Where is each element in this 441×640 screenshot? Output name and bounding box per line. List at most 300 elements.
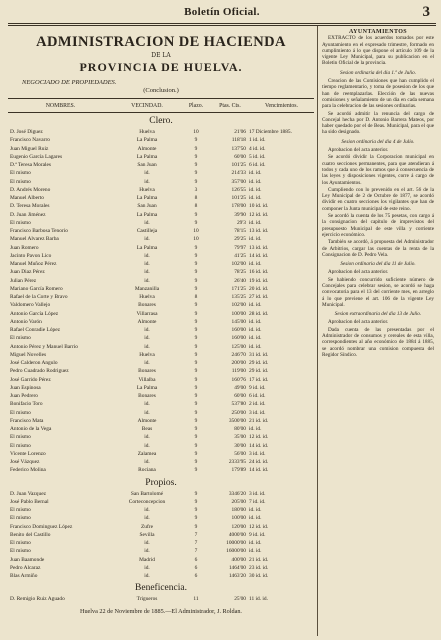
column-header-names: NOMBRES. — [45, 102, 76, 109]
section-heading: Propios. — [145, 477, 177, 488]
cell-residence: Huelva — [139, 294, 155, 300]
cell-residence: Zufre — [141, 523, 153, 530]
cell-due-date: 17 id. id. — [249, 376, 269, 383]
table-row — [8, 268, 314, 276]
page-number: 3 — [422, 4, 430, 20]
cell-due-date: 1 id. id. — [249, 137, 266, 144]
table-sections — [8, 116, 314, 604]
cell-due-date: 19 id. id. — [249, 277, 269, 284]
cell-name: Jacinto Pavon Lico — [10, 252, 52, 259]
cell-residence: Bonares — [138, 302, 156, 309]
cell-residence: Manzanilla — [134, 285, 160, 292]
table-row — [8, 351, 314, 359]
cell-due-date: id. id. — [249, 327, 262, 333]
section-heading: Clero. — [149, 116, 173, 126]
cell-amount: 171'25 — [231, 285, 246, 292]
cell-due-date: 6 id. id. — [249, 162, 266, 168]
column-header-amount: Ptas. Cts. — [219, 102, 241, 109]
table-row — [8, 178, 314, 186]
table-row — [8, 334, 314, 342]
cell-name: Juan Romero — [10, 244, 39, 251]
cell-term: 10 — [193, 228, 199, 234]
cell-due-date: 7 id. id. — [249, 498, 266, 505]
cell-amount: 60'00 — [234, 153, 246, 160]
table-row — [8, 194, 314, 202]
cell-residence: id. — [144, 277, 150, 284]
cell-term: 10 — [193, 129, 199, 135]
cell-term: 9 — [194, 498, 198, 505]
table-row — [8, 235, 314, 243]
cell-term: 9 — [194, 219, 198, 226]
session-paragraph: Creacion de las Comisiones que han cumplido el tiempo reglamentario, y toma de posesion de los que han de reemplazarlas. Elección de las nuevas comisiones y señalamiento de un dia en cada semana para la celebracion de las sesiones ordinarias. — [322, 78, 434, 110]
cell-amount: 25'00 — [234, 596, 246, 603]
cell-residence: id. — [144, 327, 150, 333]
cell-residence: id. — [144, 269, 150, 276]
cell-residence: id. — [144, 573, 150, 579]
cell-amount: 400'00 — [231, 556, 246, 563]
cell-due-date: 17 Diciembre 1885. — [249, 129, 292, 135]
cell-term: 9 — [194, 450, 198, 457]
table-row — [8, 326, 314, 334]
cell-term: 10 — [193, 236, 199, 243]
cell-amount: 60'00 — [234, 393, 246, 399]
cell-amount: 49'00 — [234, 384, 246, 391]
cell-term: 9 — [194, 170, 198, 177]
cell-residence: id. — [144, 335, 150, 342]
cell-name: El mismo — [10, 442, 31, 449]
cell-due-date: id. id. — [249, 343, 262, 350]
table-row — [8, 417, 314, 425]
session-paragraph: También se acordó, á propuesta del Administrador de Arbitrios, cargar las cuentas de la renta de la Consignacion de D. Pedro Vela. — [322, 239, 434, 258]
cell-term: 9 — [194, 434, 198, 441]
cell-term: 9 — [194, 426, 198, 432]
cell-amount: 120'00 — [231, 523, 246, 530]
cell-name: D.ª Teresa Morales — [10, 162, 51, 168]
cell-residence: Almonte — [137, 318, 157, 325]
table-row — [8, 136, 314, 144]
cell-residence: Huelva — [139, 186, 155, 193]
cell-name: Miguel Novelles — [10, 351, 47, 358]
cell-amount: 101'25 — [231, 162, 246, 168]
cell-amount: 3500'00 — [228, 417, 246, 424]
session-title: Sesion ordinaria del dia 1.º de Julio. — [339, 69, 417, 76]
cell-name: Antonio de la Vega — [10, 426, 52, 432]
table-row — [8, 450, 314, 458]
table-row — [8, 161, 314, 169]
cell-amount: 145'00 — [231, 318, 246, 325]
cell-residence: id. — [144, 360, 150, 366]
cell-amount: 537'80 — [231, 401, 246, 408]
cell-due-date: 12 id. id. — [249, 523, 269, 530]
cell-name: Blas Armiño — [10, 573, 38, 579]
cell-name: Juan Diaz Pérez — [10, 269, 45, 276]
continuation-note: (Conclusion.) — [143, 87, 179, 94]
table-row — [8, 539, 314, 547]
cell-name: José Garrido Pérez — [10, 376, 51, 383]
cell-amount: 135'25 — [231, 294, 246, 300]
cell-name: Benito del Castillo — [10, 531, 51, 538]
cell-term: 9 — [194, 343, 198, 350]
table-row — [8, 514, 314, 522]
cell-due-date: id. id. — [249, 186, 262, 193]
cell-term: 9 — [194, 515, 198, 522]
cell-amount: 3346'20 — [228, 490, 246, 497]
cell-term: 9 — [194, 252, 198, 259]
cell-term: 9 — [194, 244, 198, 251]
cell-amount: 79'97 — [234, 244, 246, 251]
cell-name: El mismo — [10, 540, 31, 546]
table-row — [8, 384, 314, 392]
column-header-residence: VECINDAD. — [131, 102, 163, 109]
cell-term: 9 — [194, 137, 198, 144]
table-row — [8, 301, 314, 309]
cell-name: Vicente Lorenzo — [10, 450, 46, 457]
article-subtitle: NEGOCIADO DE PROPIEDADES. — [22, 79, 117, 86]
table-row — [8, 227, 314, 235]
article-province: PROVINCIA DE HUELVA. — [79, 60, 243, 74]
cell-residence: La Palma — [136, 244, 158, 251]
cell-due-date: id. id. — [249, 318, 262, 325]
table-row — [8, 547, 314, 555]
cell-term: 9 — [194, 302, 198, 309]
cell-name: Manuel Alberto — [10, 195, 44, 201]
table-row — [8, 572, 314, 580]
cell-term: 9 — [194, 507, 198, 513]
cell-term: 9 — [194, 285, 198, 292]
cell-amount: 102'00 — [231, 261, 246, 267]
cell-due-date: 20 id. id. — [249, 285, 269, 292]
table-row — [8, 318, 314, 326]
table-row — [8, 556, 314, 564]
cell-residence: id. — [144, 434, 150, 441]
cell-residence: Beas — [141, 426, 153, 432]
cell-name: El mismo — [10, 548, 31, 555]
cell-name: Juan Miguel Ruiz — [10, 145, 49, 152]
cell-due-date: 13 id. id. — [249, 228, 269, 234]
cell-name: El mismo — [10, 515, 31, 522]
table-row — [8, 392, 314, 400]
cell-term: 8 — [194, 294, 198, 300]
table-row — [8, 153, 314, 161]
table-row — [8, 260, 314, 268]
cell-residence: Castilleja — [136, 228, 158, 234]
cell-amount: 214'33 — [231, 170, 246, 177]
cell-amount: 178'00 — [231, 203, 246, 210]
cell-residence: La Palma — [136, 153, 158, 160]
cell-due-date: id. id. — [249, 515, 262, 522]
cell-name: El mismo — [10, 170, 31, 177]
sidebar-column — [322, 26, 434, 359]
cell-residence: Zalamea — [137, 450, 157, 457]
cell-amount: 119'00 — [231, 368, 246, 375]
cell-amount: 39'90 — [234, 211, 246, 218]
table-row — [8, 219, 314, 227]
cell-term: 9 — [194, 459, 198, 465]
cell-name: El mismo — [10, 178, 31, 185]
cell-term: 9 — [194, 269, 198, 276]
cell-name: El mismo — [10, 219, 31, 226]
cell-due-date: 16 id. id. — [249, 269, 269, 276]
table-row — [8, 145, 314, 153]
cell-due-date: id. id. — [249, 335, 262, 342]
cell-name: Manuel Alvarez Barba — [10, 236, 59, 243]
cell-residence: id. — [144, 507, 150, 513]
table-row — [8, 202, 314, 210]
cell-due-date: 3 id. id. — [249, 409, 266, 416]
table-row — [8, 128, 314, 136]
cell-amount: 41'25 — [234, 252, 246, 259]
cell-term: 9 — [194, 261, 198, 267]
cell-residence: Villarrasa — [136, 310, 158, 317]
cell-name: El mismo — [10, 507, 31, 513]
cell-name: El mismo — [10, 335, 31, 342]
cell-name: Pedro Cuadrado Rodriguez — [10, 368, 69, 375]
cell-due-date: id. id. — [249, 195, 262, 201]
cell-amount: 102'00 — [231, 302, 246, 309]
cell-residence: Trigueros — [136, 596, 158, 603]
cell-residence: id. — [144, 343, 150, 350]
cell-amount: 160'00 — [231, 335, 246, 342]
table-row — [8, 359, 314, 367]
table-row — [8, 285, 314, 293]
cell-residence: id. — [144, 540, 150, 546]
cell-name: Rafael Conradie López — [10, 327, 60, 333]
cell-due-date: 24 id. id. — [249, 459, 269, 465]
table-row — [8, 293, 314, 301]
cell-name: Eugenio García Lagares — [10, 153, 63, 160]
cell-amount: 1463'20 — [228, 573, 246, 579]
table-row — [8, 244, 314, 252]
cell-amount: 125'00 — [231, 343, 246, 350]
cell-name: El mismo — [10, 434, 31, 441]
cell-amount: 29'3 — [236, 219, 246, 226]
cell-residence: id. — [144, 548, 150, 555]
column-header-term: Plazo. — [188, 102, 204, 109]
cell-name: Bonifacio Toro — [10, 401, 43, 408]
cell-name: Federico Molina — [10, 467, 46, 474]
cell-residence: La Palma — [136, 211, 158, 218]
cell-due-date: 14 id. id. — [249, 252, 269, 259]
cell-due-date: 21 id. id. — [249, 417, 269, 424]
cell-due-date: 10 id. id. — [249, 203, 269, 210]
cell-residence: id. — [144, 219, 150, 226]
cell-name: Antonio Varón — [10, 318, 42, 325]
cell-amount: 78'25 — [234, 269, 246, 276]
cell-residence: id. — [144, 409, 150, 416]
cell-residence: San Bartolomé — [130, 490, 164, 497]
cell-name: Juan Baamonde — [10, 556, 45, 563]
table-row — [8, 564, 314, 572]
cell-due-date: 9 id. id. — [249, 531, 266, 538]
cell-name: Francisco Barbosa Tenorio — [10, 228, 68, 234]
cell-name: D. Remigio Ruiz Aguado — [10, 596, 65, 603]
table-row — [8, 595, 314, 603]
cell-due-date: id. id. — [249, 548, 262, 555]
cell-residence: San Juan — [137, 203, 157, 210]
cell-name: Rafael de la Corte y Bravo — [10, 294, 68, 300]
cell-amount: 29'25 — [234, 236, 246, 243]
cell-due-date: id. id. — [249, 261, 262, 267]
cell-residence: Bonares — [138, 368, 156, 375]
cell-due-date: 11 id. id. — [249, 596, 268, 603]
cell-residence: id. — [144, 515, 150, 522]
cell-residence: Almonte — [137, 145, 157, 152]
cell-due-date: 12 id. id. — [249, 211, 269, 218]
cell-amount: 357'00 — [231, 178, 246, 185]
cell-term: 6 — [194, 556, 198, 563]
cell-residence: id. — [144, 252, 150, 259]
cell-due-date: id. id. — [249, 507, 262, 513]
cell-name: Mariano García Romero — [10, 285, 63, 292]
cell-name: D. José Diguez — [10, 129, 43, 135]
cell-name: Juan Pedrero — [10, 393, 38, 399]
cell-term: 9 — [194, 467, 198, 474]
cell-due-date: id. id. — [249, 540, 262, 546]
cell-due-date: 30 id. id. — [249, 573, 269, 579]
cell-due-date: 29 id. id. — [249, 360, 269, 366]
cell-amount: 30'00 — [234, 442, 246, 449]
cell-amount: 250'00 — [231, 409, 246, 416]
session-paragraph: Se habiendo concurrido suficiente número de Concejales para celebrar sesion, se acordó se haga convocatoria para el 13 del corriente mes, en arreglo á lo que previene el art. 106 de la vigente Ley Municipal. — [322, 276, 434, 308]
cell-term: 9 — [194, 162, 198, 168]
cell-name: Antonio Pérez y Manuel Barrio — [10, 343, 78, 350]
cell-residence: Corteconcepcion — [128, 498, 166, 505]
cell-amount: 200'00 — [231, 360, 246, 366]
sidebar-blocks — [322, 70, 434, 358]
cell-amount: 26'40 — [234, 277, 246, 284]
table-row — [8, 466, 314, 474]
cell-term: 11 — [193, 596, 199, 603]
cell-amount: 4000'00 — [228, 531, 246, 538]
cell-term: 6 — [194, 573, 198, 579]
cell-residence: La Palma — [136, 137, 158, 144]
cell-term: 7 — [194, 540, 198, 546]
cell-due-date: 9 id. id. — [249, 384, 266, 391]
cell-due-date: 12 id. id. — [249, 434, 269, 441]
cell-term: 9 — [194, 442, 198, 449]
cell-name: D. Juan Vazquez — [10, 490, 46, 497]
cell-term: 9 — [194, 335, 198, 342]
cell-term: 9 — [194, 327, 198, 333]
cell-name: José Vázquez — [10, 459, 40, 465]
table-row — [8, 409, 314, 417]
cell-term: 9 — [194, 401, 198, 408]
table-row — [8, 531, 314, 539]
table-row — [8, 523, 314, 531]
session-paragraph: Aprobacion del acta anterior. — [328, 269, 389, 276]
cell-term: 7 — [194, 548, 198, 555]
section-heading: Beneficencia. — [135, 583, 187, 594]
article-title: ADMINISTRACION DE HACIENDA — [36, 34, 286, 50]
cell-residence: La Palma — [136, 195, 158, 201]
cell-name: Julian Pérez — [10, 277, 37, 284]
cell-residence: Bonares — [138, 393, 156, 399]
cell-due-date: id. id. — [249, 302, 262, 309]
cell-amount: 160'76 — [231, 376, 246, 383]
cell-due-date: 13 id. id. — [249, 244, 269, 251]
cell-due-date: id. id. — [249, 178, 262, 185]
cell-residence: San Juan — [137, 162, 157, 168]
sidebar-heading: AYUNTAMIENTOS — [348, 29, 408, 35]
cell-residence: Madrid — [139, 556, 155, 563]
cell-term: 3 — [194, 186, 198, 193]
article-title-de: DE LA — [151, 52, 171, 59]
column-divider — [317, 26, 318, 636]
cell-amount: 2333'95 — [228, 459, 246, 465]
table-row — [8, 458, 314, 466]
session-title: Sesion ordinaria del dia 4 de Julio. — [341, 138, 415, 145]
cell-name: José Calderon Angulo — [10, 360, 58, 366]
cell-amount: 179'89 — [231, 467, 246, 474]
cell-due-date: 14 id. id. — [249, 467, 269, 474]
cell-residence: Huelva — [139, 351, 155, 358]
table-row — [8, 367, 314, 375]
cell-amount: 56'00 — [234, 450, 246, 457]
cell-residence: Almonte — [137, 417, 157, 424]
cell-residence: Rociana — [138, 467, 156, 474]
cell-amount: 126'55 — [231, 186, 246, 193]
session-paragraph: Se acordó dividir la Corporacion municipal en cuatro secciones permanentes, para que atendieran á todos y cada uno de los ramos que á consecuencia de las leyes y disposiciones vigentes, corre á cargo de los Ayuntamientos. — [322, 154, 434, 186]
cell-term: 7 — [194, 531, 198, 538]
session-paragraph: Cumpliendo con lo prevenido en el art. 56 de la Ley Municipal de 2 de Octubre de 1877, se acordó dividir en cuatro secciones los vigilantes que han de componer la Junta municipal de este reino. — [322, 186, 434, 212]
cell-name: Francisco Mata — [10, 417, 44, 424]
cell-residence: id. — [144, 459, 150, 465]
table-row — [8, 433, 314, 441]
cell-due-date: 14 id. id. — [249, 442, 269, 449]
cell-name: El mismo — [10, 409, 31, 416]
cell-due-date: 31 id. id. — [249, 351, 269, 358]
cell-name: Francisco Dominguez López — [10, 523, 73, 530]
table-row — [8, 277, 314, 285]
cell-residence: id. — [144, 442, 150, 449]
cell-amount: 80'00 — [234, 426, 246, 432]
cell-residence: id. — [144, 564, 150, 571]
cell-name: Juan Espinosa — [10, 384, 41, 391]
cell-due-date: 6 id. id. — [249, 393, 266, 399]
session-title: Sesion extraordinaria del dia 13 de Julio. — [334, 311, 422, 318]
cell-due-date: 3 id. id. — [249, 450, 266, 457]
cell-term: 9 — [194, 318, 198, 325]
table-header — [8, 98, 314, 113]
cell-term: 8 — [194, 203, 198, 210]
cell-term: 9 — [194, 417, 198, 424]
cell-due-date: id. id. — [249, 426, 262, 432]
cell-amount: 205'00 — [231, 498, 246, 505]
main-column — [8, 26, 314, 615]
cell-amount: 137'50 — [231, 145, 246, 152]
cell-name: Francisco Navarro — [10, 137, 50, 144]
header-rule — [8, 23, 436, 24]
newspaper-title: Boletín Oficial. — [184, 6, 260, 18]
cell-due-date: 5 id. id. — [249, 153, 266, 160]
cell-name: Pedro Alcaraz — [10, 564, 41, 571]
cell-due-date: 4 id. id. — [249, 145, 266, 152]
cell-term: 9 — [194, 384, 198, 391]
table-row — [8, 343, 314, 351]
cell-amount: 101'25 — [231, 195, 246, 201]
cell-name: Valdomero Vallejo — [10, 302, 51, 309]
session-paragraph: Se acordó admitir la renuncia del cargo de Concejal hecha por D. Antonio Barrera Mateos, por haber quedado por el de Beas. Municipal, para el que ha sido designado. — [322, 110, 434, 136]
cell-term: 9 — [194, 153, 198, 160]
table-row — [8, 252, 314, 260]
cell-term: 9 — [194, 393, 198, 399]
cell-term: 9 — [194, 310, 198, 317]
cell-term: 9 — [194, 490, 198, 497]
cell-residence: id. — [144, 236, 150, 243]
sidebar-intro: EXTRACTO de los acuerdos tomados por este Ayuntamiento en el expresado trimestre, formado en cumplimiento á lo que dispone el artículo 109 de la vigente Ley Municipal, para su publicacion en el Boletin Oficial de la provincia. — [322, 35, 434, 67]
page-header — [10, 6, 434, 22]
session-paragraph: Aprobacion del acta anterior. — [328, 319, 389, 326]
